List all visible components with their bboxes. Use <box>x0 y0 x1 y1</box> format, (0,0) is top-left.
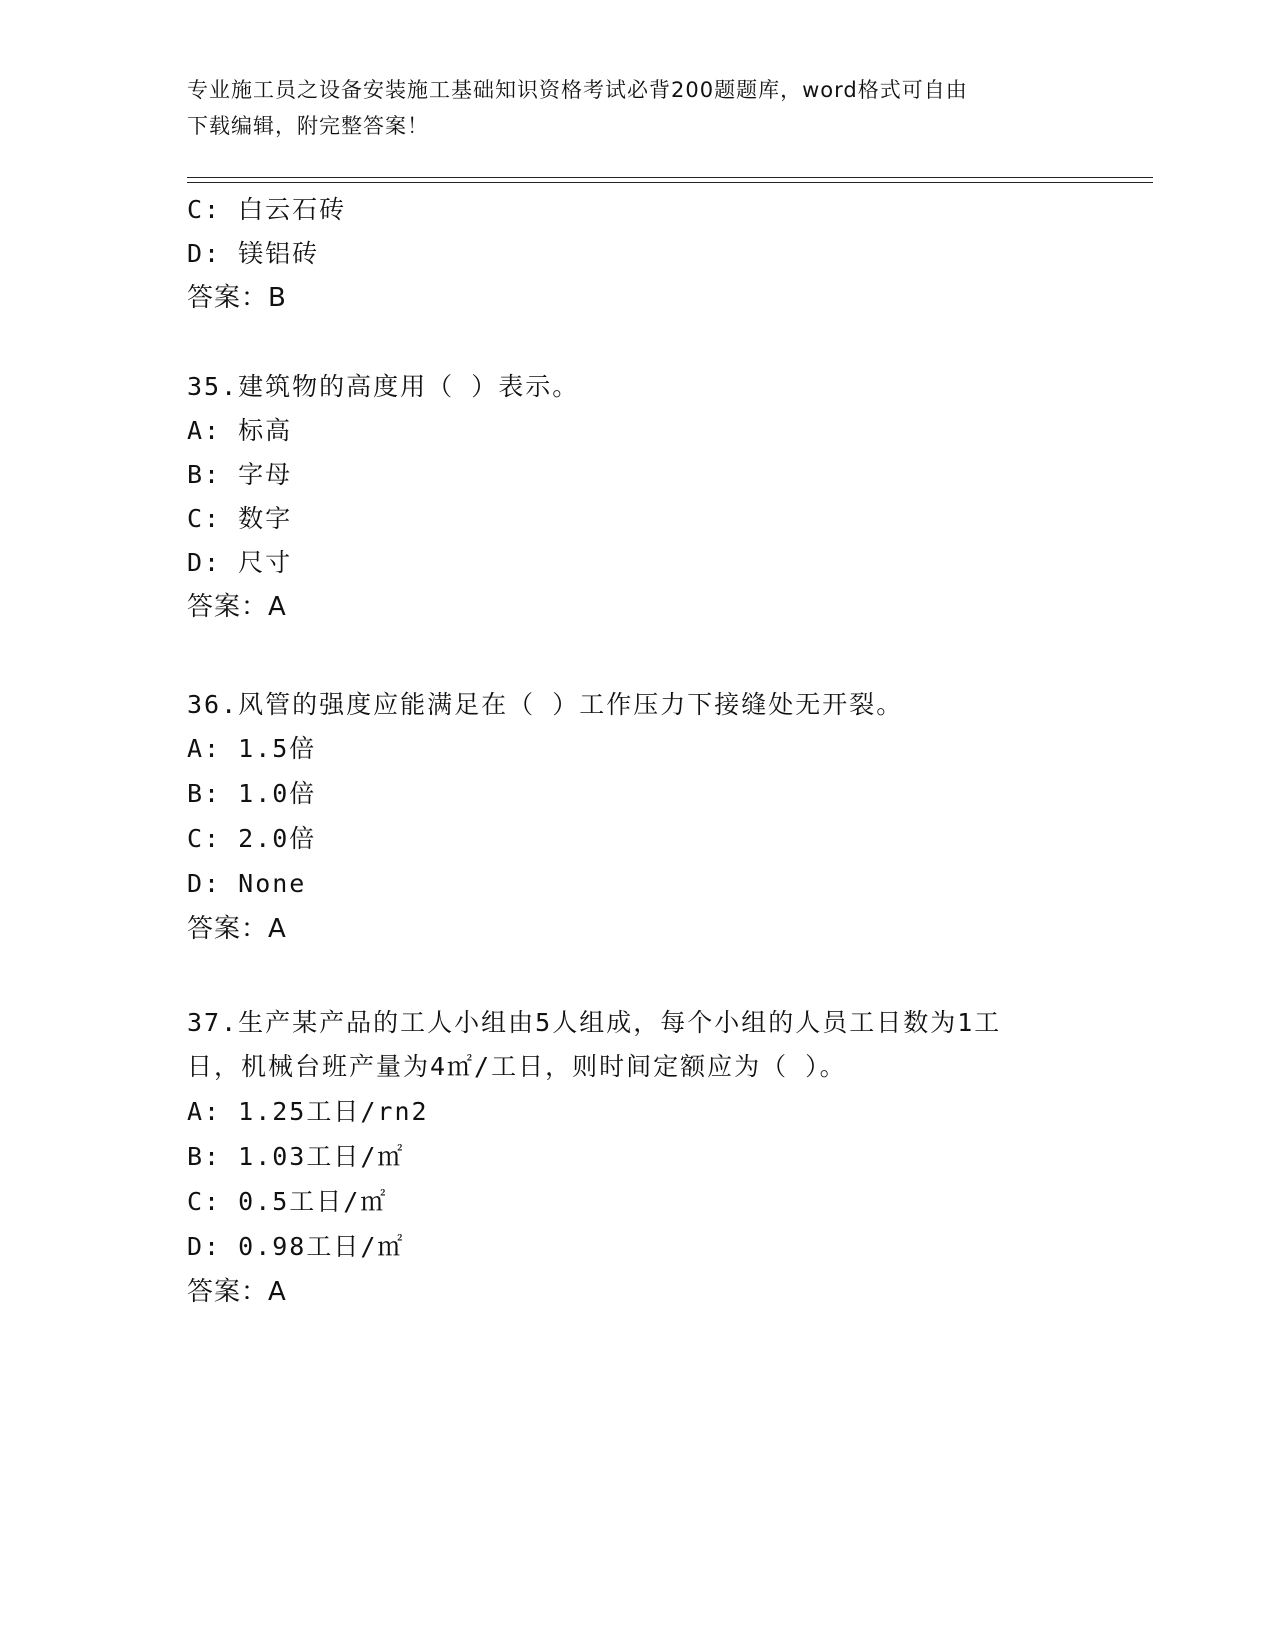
header-divider-top <box>187 177 1153 178</box>
q34-option-d: D: 镁铝砖 <box>187 239 320 268</box>
q37-option-b: B: 1.03工日/㎡ <box>187 1142 405 1171</box>
document-header <box>187 72 1087 144</box>
q36-option-b: B: 1.0倍 <box>187 779 317 808</box>
q37-option-a: A: 1.25工日/rn2 <box>187 1097 429 1126</box>
q37-option-d: D: 0.98工日/㎡ <box>187 1232 405 1261</box>
q35-answer: 答案：A <box>187 592 287 622</box>
q35-option-c: C: 数字 <box>187 504 293 533</box>
header-line-2: 下载编辑，附完整答案！ <box>187 114 429 138</box>
q34-option-c: C: 白云石砖 <box>187 195 347 224</box>
q37-answer: 答案：A <box>187 1277 287 1307</box>
q36-option-a: A: 1.5倍 <box>187 734 317 763</box>
q37-stem-line-2: 日，机械台班产量为4㎡/工日，则时间定额应为（ ）。 <box>187 1052 847 1081</box>
q36-stem: 36.风管的强度应能满足在（ ）工作压力下接缝处无开裂。 <box>187 690 904 719</box>
q35-option-d: D: 尺寸 <box>187 548 293 577</box>
q35-stem: 35.建筑物的高度用（ ）表示。 <box>187 372 580 401</box>
q35-option-b: B: 字母 <box>187 460 293 489</box>
q35-option-a: A: 标高 <box>187 416 293 445</box>
q36-answer: 答案：A <box>187 914 287 944</box>
q37-stem-line-1: 37.生产某产品的工人小组由5人组成，每个小组的人员工日数为1工 <box>187 1008 1002 1037</box>
q36-option-c: C: 2.0倍 <box>187 824 317 853</box>
header-line-1: 专业施工员之设备安装施工基础知识资格考试必背200题题库，word格式可自由 <box>187 78 968 102</box>
header-divider-bottom <box>187 182 1153 183</box>
q36-option-d: D: None <box>187 869 307 898</box>
q37-option-c: C: 0.5工日/㎡ <box>187 1187 388 1216</box>
q34-answer: 答案：B <box>187 283 287 313</box>
